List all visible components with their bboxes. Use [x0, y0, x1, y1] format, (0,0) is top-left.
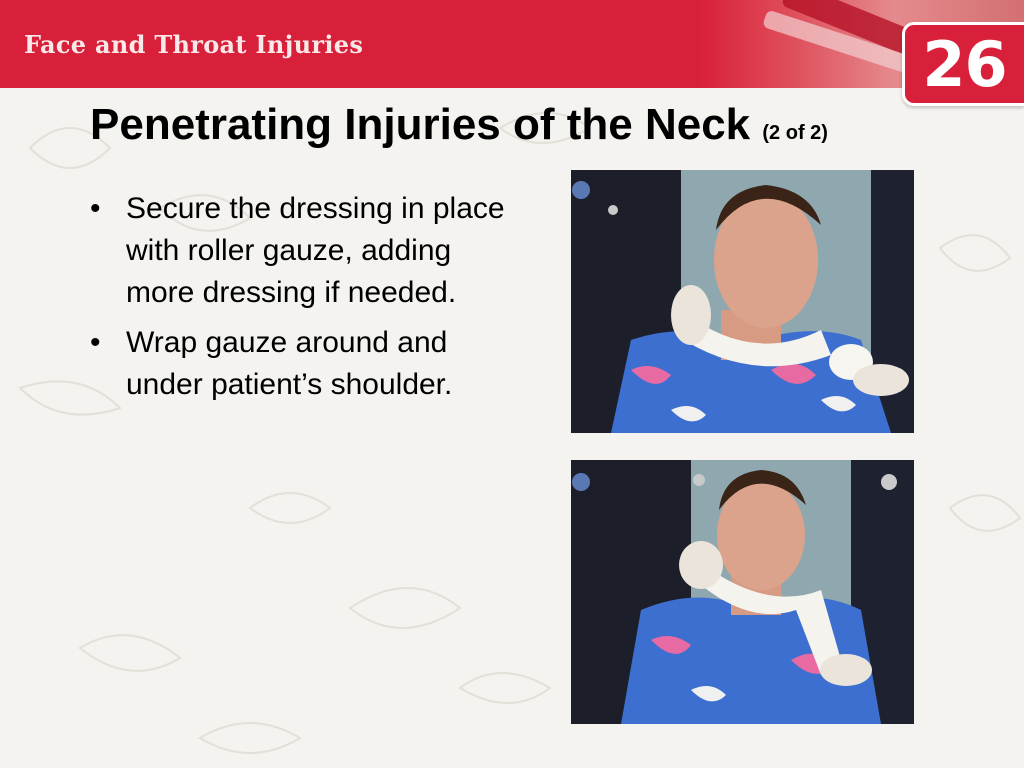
- bullet-dot: •: [90, 326, 101, 359]
- header-bar: [0, 0, 1024, 88]
- bullet-text: Wrap gauze around and under patient’s shoulder.: [126, 326, 453, 401]
- slide-title: [90, 100, 828, 150]
- slide-title-suffix: (2 of 2): [762, 122, 828, 144]
- neck-dressing-photo: [571, 170, 914, 433]
- shoulder-wrap-photo: [571, 460, 914, 724]
- slide-title-text: Penetrating Injuries of the Neck: [90, 100, 751, 149]
- chapter-number: 26: [922, 27, 1007, 101]
- bullet-item: [86, 322, 516, 406]
- bullet-item: [86, 188, 516, 314]
- section-title: Face and Throat Injuries: [24, 30, 364, 59]
- bullet-list: [86, 188, 516, 414]
- bullet-text: Secure the dressing in place with roller gauze, adding more dressing if needed.: [126, 192, 505, 309]
- bullet-dot: •: [90, 192, 101, 225]
- chapter-badge: [902, 22, 1024, 106]
